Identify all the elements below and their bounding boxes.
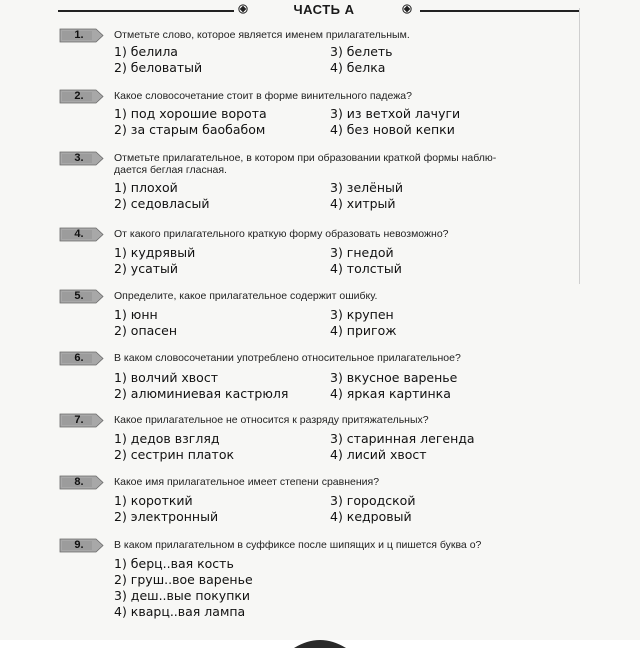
answer-option[interactable]: 3) из ветхой лачуги	[330, 106, 461, 121]
question-line: дается беглая гласная.	[114, 164, 227, 176]
answer-option[interactable]: 1) юнн	[114, 307, 158, 322]
header-rule-right	[420, 10, 580, 12]
answer-option[interactable]: 4) без новой кепки	[330, 122, 455, 137]
question-number-badge	[58, 151, 104, 166]
answer-option[interactable]: 4) яркая картинка	[330, 386, 451, 401]
answer-option[interactable]: 2) алюминиевая кастрюля	[114, 386, 289, 401]
question-text: Определите, какое прилагательное содержит ошибку.	[114, 290, 378, 302]
question-text: От какого прилагательного краткую форму образовать невозможно?	[114, 228, 449, 240]
question-number: 9.	[74, 539, 84, 551]
answer-option[interactable]: 3) вкусное варенье	[330, 370, 458, 385]
margin-rule	[579, 8, 580, 284]
diamond-ornament-icon	[402, 4, 412, 14]
question-text: В каком прилагательном в суффиксе после шипящих и ц пишется буква о?	[114, 539, 482, 551]
answer-option[interactable]: 3) зелёный	[330, 180, 403, 195]
question-number: 7.	[74, 414, 84, 426]
answer-option[interactable]: 4) лисий хвост	[330, 447, 427, 462]
answer-option[interactable]: 3) старинная легенда	[330, 431, 475, 446]
answer-option[interactable]: 1) плохой	[114, 180, 178, 195]
answer-option[interactable]: 3) гнедой	[330, 245, 394, 260]
answer-option[interactable]: 4) пригож	[330, 323, 397, 338]
answer-option[interactable]: 4) толстый	[330, 261, 402, 276]
answer-option[interactable]: 2) электронный	[114, 509, 219, 524]
answer-option[interactable]: 3) городской	[330, 493, 416, 508]
answer-option[interactable]: 2) груш..вое варенье	[114, 572, 253, 587]
question-text: Какое имя прилагательное имеет степени сравнения?	[114, 476, 380, 488]
answer-option[interactable]: 1) дедов взгляд	[114, 431, 220, 446]
answer-option[interactable]: 4) кедровый	[330, 509, 412, 524]
question-number-badge	[58, 227, 104, 242]
answer-option[interactable]: 3) крупен	[330, 307, 394, 322]
answer-option[interactable]: 1) белила	[114, 44, 178, 59]
answer-option[interactable]: 3) деш..вые покупки	[114, 588, 251, 603]
question-number: 1.	[74, 29, 84, 41]
section-header	[58, 2, 580, 18]
question-number-badge	[58, 475, 104, 490]
answer-option[interactable]: 1) волчий хвост	[114, 370, 218, 385]
answer-option[interactable]: 2) за старым баобабом	[114, 122, 266, 137]
answer-option[interactable]: 4) белка	[330, 60, 386, 75]
answer-option[interactable]: 2) усатый	[114, 261, 179, 276]
answer-option[interactable]: 2) беловатый	[114, 60, 203, 75]
answer-option[interactable]: 3) белеть	[330, 44, 393, 59]
question-number-badge	[58, 28, 104, 43]
answer-option[interactable]: 1) кудрявый	[114, 245, 196, 260]
answer-option[interactable]: 1) короткий	[114, 493, 193, 508]
question-line: Отметьте прилагательное, в котором при образовании краткой формы наблю-	[114, 152, 497, 164]
question-text: Отметьте слово, которое является именем прилагательным.	[114, 29, 410, 41]
question-number-badge	[58, 413, 104, 428]
question-number: 3.	[74, 152, 84, 164]
question-number-badge	[58, 89, 104, 104]
answer-option[interactable]: 4) кварц..вая лампа	[114, 604, 246, 619]
question-number: 5.	[74, 290, 84, 302]
section-title: ЧАСТЬ А	[293, 2, 355, 17]
answer-option[interactable]: 2) сестрин платок	[114, 447, 235, 462]
answer-option[interactable]: 4) хитрый	[330, 196, 396, 211]
header-rule-left	[58, 10, 234, 12]
answer-option[interactable]: 2) седовласый	[114, 196, 210, 211]
diamond-ornament-icon	[238, 4, 248, 14]
page-ornament-icon	[290, 628, 350, 648]
question-number: 6.	[74, 352, 84, 364]
answer-option[interactable]: 1) берц..вая кость	[114, 556, 234, 571]
question-text	[114, 152, 578, 176]
answer-option[interactable]: 2) опасен	[114, 323, 178, 338]
question-number: 4.	[74, 228, 84, 240]
question-text: Какое прилагательное не относится к разряду притяжательных?	[114, 414, 429, 426]
question-text: В каком словосочетании употреблено относительное прилагательное?	[114, 352, 461, 364]
question-number: 8.	[74, 476, 84, 488]
question-number-badge	[58, 538, 104, 553]
question-text: Какое словосочетание стоит в форме винительного падежа?	[114, 90, 412, 102]
answer-option[interactable]: 1) под хорошие ворота	[114, 106, 267, 121]
question-number: 2.	[74, 90, 84, 102]
question-number-badge	[58, 289, 104, 304]
question-number-badge	[58, 351, 104, 366]
